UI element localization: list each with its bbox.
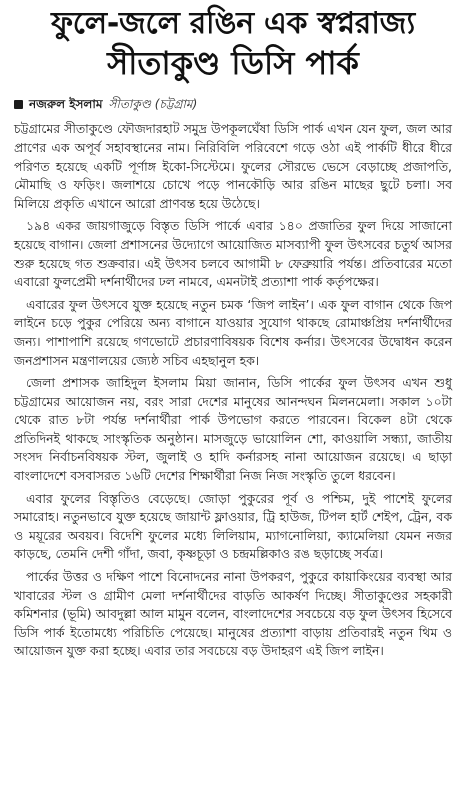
author-name: নজরুল ইসলাম [29, 97, 103, 112]
headline-line-2: সীতাকুণ্ড ডিসি পার্ক [107, 44, 359, 82]
dateline-location: সীতাকুণ্ড (চট্টগ্রাম) [108, 97, 198, 112]
article-body [14, 120, 452, 661]
article-paragraph: ১৯৪ একর জায়গাজুড়ে বিস্তৃত ডিসি পার্কে এবার ১৪০ প্রজাতির ফুল দিয়ে সাজানো হয়েছে বাগান। জেলা প্রশাসনের উদ্যোগে আয়োজিত মাসব্যাপী ফুল উৎসবের চতুর্থ আসর শুরু হয়েছে গত শুক্রবার। এই উৎসব চলবে আগামী ৮ ফেব্রুয়ারি পর্যন্ত। প্রতিবারের মতো এবারো ফুলপ্রেমী দর্শনার্থীদের ঢল নামবে, এমনটাই প্রত্যাশা পার্ক কর্তৃপক্ষের। [14, 218, 452, 290]
article-paragraph: এবারের ফুল উৎসবে যুক্ত হয়েছে নতুন চমক ‘জিপ লাইন’। এক ফুল বাগান থেকে জিপ লাইনে চড়ে পুকুর পেরিয়ে অন্য বাগানে যাওয়ার সুযোগ থাকছে রোমাঞ্চপ্রিয় দর্শনার্থীদের জন্য। পাশাপাশি রয়েছে গণভোটে প্রচারণাবিষয়ক বিশেষ কর্নার। উৎসবের উদ্বোধন করেন জনপ্রশাসন মন্ত্রণালয়ের জ্যেষ্ঠ সচিব এহছানুল হক। [14, 296, 452, 368]
headline [14, 6, 452, 82]
article-paragraph: পার্কের উত্তর ও দক্ষিণ পাশে বিনোদনের নানা উপকরণ, পুকুরে কায়াকিংয়ের ব্যবস্থা আর খাবারের স্টল ও গ্রামীণ মেলা দর্শনার্থীদের বাড়তি আকর্ষণ দিচ্ছে। সীতাকুণ্ডের সহকারী কমিশনার (ভূমি) আবদুল্লা আল মামুন বলেন, বাংলাদেশের সবচেয়ে বড় ফুল উৎসব হিসেবে ডিসি পার্ক ইতোমধ্যে পরিচিতি পেয়েছে। মানুষের প্রত্যাশা বাড়ায় প্রতিবারই নতুন থিম ও আয়োজন যুক্ত করা হচ্ছে। এবার তার সবচেয়ে বড় উদাহরণ এই জিপ লাইন। [14, 569, 452, 659]
square-bullet-icon [14, 100, 23, 109]
headline-line-1: ফুলে-জলে রঙিন এক স্বপ্নরাজ্য [51, 6, 415, 41]
byline [14, 96, 452, 112]
article-paragraph: জেলা প্রশাসক জাহিদুল ইসলাম মিয়া জানান, ডিসি পার্কের ফুল উৎসব এখন শুধু চট্টগ্রামের আয়োজন নয়, বরং সারা দেশের মানুষের আনন্দঘন মিলনমেলা। সকাল ১০টা থেকে রাত ৮টা পর্যন্ত দর্শনার্থীরা পার্ক উপভোগ করতে পারবেন। বিকেল ৪টা থেকে প্রতিদিনই থাকছে সাংস্কৃতিক অনুষ্ঠান। মাসজুড়ে ভায়োলিন শো, কাওয়ালি সন্ধ্যা, জাতীয় সংসদ নির্বাচনবিষয়ক স্টল, জুলাই ও হাদি কর্নারসহ নানা আয়োজন রয়েছে। এ ছাড়া বাংলাদেশে বসবাসরত ১৬টি দেশের শিক্ষার্থীরা নিজ নিজ সংস্কৃতি তুলে ধরবেন। [14, 375, 452, 484]
article-paragraph: এবার ফুলের বিস্তৃতিও বেড়েছে। জোড়া পুকুরের পূর্ব ও পশ্চিম, দুই পাশেই ফুলের সমারোহ। নতুনভাবে যুক্ত হয়েছে জায়ান্ট ফ্লাওয়ার, ট্রি হাউজ, টিপল হার্ট শেইপ, ট্রেন, বক ও ময়ূরের অবয়ব। বিদেশি ফুলের মধ্যে লিলিয়াম, ম্যাগনোলিয়া, ক্যামেলিয়া যেমন নজর কাড়ছে, তেমনি দেশী গাঁদা, জবা, কৃষ্ণচূড়া ও চন্দ্রমল্লিকাও রঙ ছড়াচ্ছে সর্বত্র। [14, 490, 452, 562]
article-paragraph: চট্টগ্রামের সীতাকুণ্ডে ফৌজদারহাট সমুদ্র উপকূলঘেঁষা ডিসি পার্ক এখন যেন ফুল, জল আর প্রাণের এক অপূর্ব সহাবস্থানের নাম। নিরিবিলি পরিবেশে গড়ে ওঠা এই পার্কটি ধীরে ধীরে পরিণত হয়েছে একটি পূর্ণাঙ্গ ইকো-সিস্টেমে। ফুলের সৌরভে ভেসে বেড়াচ্ছে প্রজাপতি, মৌমাছি ও ফড়িং। জলাশয়ে চোখে পড়ে পানকৌড়ি আর রঙিন মাছের ছুটে চলা। সব মিলিয়ে প্রকৃতি এখানে আরো প্রাণবন্ত হয়ে উঠেছে। [14, 121, 452, 211]
